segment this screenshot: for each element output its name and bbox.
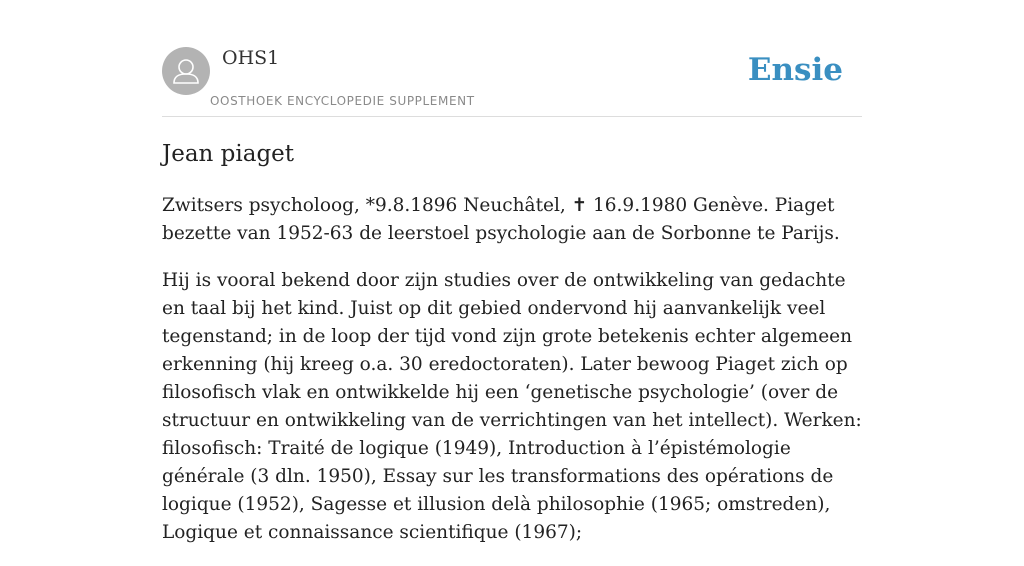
- article-header: [162, 0, 862, 117]
- page-container: [162, 0, 862, 543]
- author-avatar[interactable]: [162, 47, 210, 95]
- brand-logo[interactable]: Ensie: [747, 52, 843, 88]
- article-body: [162, 192, 862, 566]
- article-title: Jean piaget: [162, 141, 295, 167]
- source-label[interactable]: OOSTHOEK ENCYCLOPEDIE SUPPLEMENT: [210, 94, 475, 108]
- author-name[interactable]: OHS1: [222, 47, 280, 69]
- article-paragraph: Hij is vooral bekend door zijn studies over de ontwikkeling van gedachte en taal bij het kind. Juist op dit gebied ondervond hij aanvankelijk veel tegenstand; in de loop der tijd vond zijn grote betekenis echter algemeen erkenning (hij kreeg o.a. 30 eredoctoraten). Later bewoog Piaget zich op filosofisch vlak en ontwikkelde hij een ‘genetische psychologie’ (over de structuur en ontwikkeling van de verrichtingen van het intellect). Werken: filosofisch: Traité de logique (1949), Introduction à l’épistémologie générale (3 dln. 1950), Essay sur les transformations des opérations de logique (1952), Sagesse et illusion delà philosophie (1965; omstreden), Logique et connaissance scientifique (1967);: [162, 270, 862, 543]
- article-paragraph: Zwitsers psycholoog, *9.8.1896 Neuchâtel, ✝ 16.9.1980 Genève. Piaget bezette van 1952-63 de leerstoel psychologie aan de Sorbonne te Parijs.: [162, 195, 840, 244]
- user-silhouette-icon: [162, 47, 210, 95]
